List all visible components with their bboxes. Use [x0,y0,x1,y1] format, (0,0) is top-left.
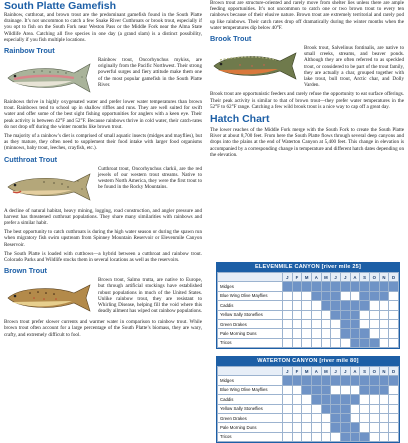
month-label: N [379,367,389,376]
hatch-empty-cell [292,329,302,338]
hatch-active-cell [369,385,379,394]
hatch-empty-cell [292,385,302,394]
hatch-active-cell [331,395,341,404]
hatch-empty-cell [283,432,293,441]
hatch-empty-cell [379,395,389,404]
hatch-empty-cell [360,310,370,319]
hatch-active-cell [302,282,312,291]
hatch-active-cell [369,291,379,300]
hatch-empty-cell [360,319,370,328]
month-label: J [283,273,293,282]
gamefish-intro: Rainbow, cutthroat, and brown trout are the predominant gamefish found in the South Platte drainage. It’s not uncommon to catch a few Snake River Cutthroats or brook trout, especially if you opt to fish on the South Fork near Weston Pass or the Middle Fork near the Alma State Wildlife Area. Catching all five species in one day (a grand slam) is a distinct possibility, especially if you fish multiple locations. [4,12,202,43]
hatch-row [218,404,399,413]
hatch-empty-cell [292,395,302,404]
hatch-empty-cell [292,413,302,422]
hatch-empty-cell [321,432,331,441]
hatch-empty-cell [283,310,293,319]
hatch-active-cell [321,301,331,310]
hatch-empty-cell [379,301,389,310]
hatch-empty-cell [283,395,293,404]
hatch-row [218,432,399,441]
cutthroat-decline: A decline of natural habitat, heavy mining, logging, road construction, and angler pressure and harvest has threatened cutthroat populations. They share many similarities with rainbows and prefer a similar habit. [4,207,202,227]
hatch-active-cell [331,282,341,291]
waterton-table-grid [217,366,399,442]
cutthroat-heading: Cutthroat Trout [4,154,58,164]
hatch-empty-cell [283,319,293,328]
brown-structure: Brown trout are structure-oriented and rarely move from shelter lies unless there are ample feeding opportunities. It’s not uncommon to catch one or two brown trout to every ten rainbows because of their elusive nature. Brown trout are extremely territorial and rarely pod up like rainbows. Their catch rates drop off dramatically during the winter months when the water temperatures dip below 40°F. [210,0,404,31]
hatch-active-cell [283,282,293,291]
hatch-empty-cell [379,413,389,422]
hatch-empty-cell [350,291,360,300]
hatch-active-cell [331,423,341,432]
hatch-active-cell [350,423,360,432]
hatch-active-cell [350,376,360,385]
hatch-empty-cell [311,338,321,347]
hatch-active-cell [350,338,360,347]
hatch-empty-cell [292,291,302,300]
hatch-active-cell [379,385,389,394]
insect-name: Green Drakes [218,319,283,328]
hatch-intro: The lower reaches of the Middle Fork merge with the South Fork to create the South Platte River at about 8,700 feet. From here the South Platte flows through several deep canyons and drops into the plains at the end of Waterton Canyon at 5,400 feet. This change in elevation is accompanied by a corresponding change in temperature and different hatch dates depending on the elevation. [210,127,404,158]
hatch-active-cell [350,301,360,310]
hatch-empty-cell [331,432,341,441]
cutthroat-section [4,166,202,208]
hatch-empty-cell [311,432,321,441]
hatch-empty-cell [283,404,293,413]
hatch-empty-cell [311,301,321,310]
hatch-active-cell [331,310,341,319]
hatch-active-cell [369,338,379,347]
hatch-active-cell [340,376,350,385]
hatch-empty-cell [369,432,379,441]
hatch-row [218,282,399,291]
hatch-empty-cell [369,301,379,310]
hatch-empty-cell [389,329,399,338]
month-label: M [321,273,331,282]
hatch-active-cell [321,404,331,413]
hatch-active-cell [292,282,302,291]
hatch-active-cell [321,376,331,385]
hatch-row [218,423,399,432]
hatch-empty-cell [311,319,321,328]
brook-intro: Brook trout, Salvelinus fontinalis, are native to small creeks, streams, and beaver ponds. Although they are often referred to as speckled trout, or considered to be part of the trout family, they are actually a char, grouped together with lake trout, bull trout, Arctic char, and Dolly Varden. [304,45,404,89]
hatch-empty-cell [283,423,293,432]
month-label: A [311,273,321,282]
rainbow-trout-illustration [4,59,92,97]
month-label: J [331,367,341,376]
month-label: F [292,367,302,376]
hatch-active-cell [311,385,321,394]
rainbow-habitat: Rainbows thrive in highly oxygenated water and prefer lower water temperatures than brown trout. Rainbows tend to school up in shallow riffles and runs. They are well suited for swift water and offer some of the best sight fishing opportunities for anglers with a keen eye. Their peak activity is between 42°F and 52°F. Because rainbows thrive in cold water, their catch-rates do not drop off during the winter months like brown trout. [4,99,202,130]
hatch-row [218,310,399,319]
hatch-empty-cell [302,301,312,310]
month-label: J [283,367,293,376]
hatch-empty-cell [321,329,331,338]
hatch-active-cell [340,301,350,310]
month-label: M [321,367,331,376]
hatch-active-cell [360,385,370,394]
insect-name: Caddis [218,395,283,404]
month-label: J [331,273,341,282]
hatch-empty-cell [302,404,312,413]
hatch-empty-cell [311,310,321,319]
hatch-active-cell [350,310,360,319]
hatch-active-cell [389,376,399,385]
insect-name: Midges [218,282,283,291]
hatch-empty-cell [283,329,293,338]
month-header-row [218,367,399,376]
hatch-empty-cell [350,404,360,413]
hatch-active-cell [369,376,379,385]
hatch-empty-cell [379,432,389,441]
hatch-empty-cell [292,310,302,319]
month-label: A [350,273,360,282]
hatch-active-cell [340,423,350,432]
hatch-row [218,376,399,385]
hatch-row [218,338,399,347]
insect-name: Blue Wing Olive Mayflies [218,291,283,300]
elevenmile-table-title: ELEVENMILE CANYON [river mile 25] [217,263,399,272]
hatch-active-cell [379,376,389,385]
hatch-empty-cell [379,319,389,328]
hatch-empty-cell [283,385,293,394]
hatch-active-cell [360,282,370,291]
hatch-active-cell [331,291,341,300]
hatch-active-cell [340,282,350,291]
hatch-active-cell [360,376,370,385]
hatch-active-cell [389,282,399,291]
hatch-empty-cell [302,310,312,319]
hatch-active-cell [350,395,360,404]
hatch-active-cell [350,282,360,291]
hatch-empty-cell [292,423,302,432]
right-column [210,0,404,161]
month-label: J [340,367,350,376]
hatch-empty-cell [311,413,321,422]
insect-name: Midges [218,376,283,385]
hatch-empty-cell [292,338,302,347]
hatch-active-cell [340,319,350,328]
month-label: M [302,273,312,282]
hatch-empty-cell [369,423,379,432]
hatch-row [218,329,399,338]
hatch-active-cell [340,329,350,338]
header-blank [218,273,283,282]
waterton-table-title: WATERTON CANYON [river mile 80] [217,357,399,366]
hatch-active-cell [360,329,370,338]
header-blank [218,367,283,376]
hatch-active-cell [321,395,331,404]
rainbow-intro: Rainbow trout, Oncorhynchus mykiss, are originally from the Pacific Northwest. Their strong powerful surges and fiery attitude make them one of the most popular gamefish in the South Platte River. [98,57,202,88]
hatch-empty-cell [283,338,293,347]
month-label: O [369,367,379,376]
hatch-empty-cell [389,413,399,422]
hatch-empty-cell [321,338,331,347]
hatch-empty-cell [369,310,379,319]
hatch-empty-cell [369,319,379,328]
hatch-empty-cell [350,385,360,394]
hatch-active-cell [360,338,370,347]
cutthroat-cuttbows: The South Platte is loaded with cuttbows—a hybrid between a cutthroat and rainbow trout. Colorado Parks and Wildlife stocks them in several locations as well as the reservoirs. [4,250,202,264]
hatch-empty-cell [360,395,370,404]
hatch-empty-cell [379,310,389,319]
insect-name: Caddis [218,301,283,310]
hatch-empty-cell [292,432,302,441]
hatch-empty-cell [389,310,399,319]
hatch-empty-cell [302,291,312,300]
brown-heading: Brown Trout [4,266,47,276]
hatch-empty-cell [302,338,312,347]
hatch-active-cell [311,395,321,404]
month-label: S [360,273,370,282]
hatch-active-cell [311,376,321,385]
hatch-row [218,385,399,394]
hatch-empty-cell [302,329,312,338]
hatch-empty-cell [302,395,312,404]
hatch-empty-cell [360,423,370,432]
insect-name: Green Drakes [218,413,283,422]
brook-trout-illustration [210,47,298,85]
gamefish-heading: South Platte Gamefish [4,0,117,12]
brown-currents: Brown trout prefer slower currents and warmer water in comparison to rainbow trout. While brown trout often account for a large percentage of the South Platte’s biomass, they are wary, crafty, and extremely difficult to fool. [4,319,202,338]
hatch-empty-cell [389,404,399,413]
hatch-active-cell [340,395,350,404]
hatch-empty-cell [302,413,312,422]
hatch-active-cell [331,376,341,385]
insect-name: Tricos [218,432,283,441]
hatch-active-cell [350,432,360,441]
hatch-active-cell [302,376,312,385]
hatch-empty-cell [283,291,293,300]
hatch-active-cell [340,404,350,413]
hatch-empty-cell [321,319,331,328]
hatch-empty-cell [350,413,360,422]
hatch-active-cell [360,291,370,300]
hatch-empty-cell [369,413,379,422]
hatch-empty-cell [369,404,379,413]
hatch-empty-cell [379,329,389,338]
hatch-active-cell [340,432,350,441]
hatch-empty-cell [379,423,389,432]
hatch-active-cell [360,432,370,441]
brown-intro: Brown trout, Salmo trutta, are native to Europe, but through artificial stockings have established robust populations in much of the United States. Unlike rainbow trout, they are resistant to Whirling Disease, helping fill the void where this deadly ailment has wiped out rainbow populations. [98,277,202,315]
hatch-empty-cell [379,404,389,413]
hatch-active-cell [360,301,370,310]
hatch-active-cell [283,376,293,385]
hatch-empty-cell [389,423,399,432]
hatch-empty-cell [331,329,341,338]
elevenmile-hatch-table [216,262,400,349]
hatch-empty-cell [311,404,321,413]
cutthroat-intro: Cutthroat trout, Oncorhynchus clarkii, are the red jewels of our western trout streams. Native to western North America, they were the first trout to be found in the Rocky Mountains. [98,165,202,191]
month-label: J [340,273,350,282]
hatch-empty-cell [389,319,399,328]
hatch-empty-cell [292,319,302,328]
insect-name: Yellow Sally Stoneflies [218,404,283,413]
hatch-active-cell [379,282,389,291]
month-label: S [360,367,370,376]
hatch-active-cell [302,385,312,394]
hatch-row [218,395,399,404]
waterton-hatch-table [216,356,400,443]
month-label: D [389,367,399,376]
month-label: A [311,367,321,376]
elevenmile-table-grid [217,272,399,348]
hatch-row [218,291,399,300]
hatch-active-cell [331,413,341,422]
hatch-empty-cell [389,291,399,300]
hatch-active-cell [331,404,341,413]
rainbow-section [4,57,202,99]
hatch-empty-cell [369,329,379,338]
hatch-empty-cell [302,423,312,432]
brown-section [4,277,202,319]
hatch-active-cell [311,282,321,291]
hatch-empty-cell [379,338,389,347]
hatch-empty-cell [360,413,370,422]
hatch-row [218,301,399,310]
hatch-empty-cell [321,423,331,432]
hatch-active-cell [321,385,331,394]
hatch-active-cell [350,329,360,338]
rainbow-heading: Rainbow Trout [4,46,55,56]
hatch-empty-cell [283,413,293,422]
hatch-active-cell [311,291,321,300]
month-label: D [389,273,399,282]
hatch-empty-cell [311,423,321,432]
cutthroat-opportunity: The best opportunity to catch cutthroats is during the high water season or during the spawn run when migratory fish swim upstream from Spinney Mountain Reservoir or Elevenmile Canyon Reservoir. [4,229,202,248]
hatch-empty-cell [389,301,399,310]
hatch-empty-cell [292,404,302,413]
hatch-active-cell [379,291,389,300]
hatch-empty-cell [360,404,370,413]
hatch-empty-cell [340,385,350,394]
hatch-row [218,319,399,328]
hatch-empty-cell [283,301,293,310]
hatch-active-cell [321,291,331,300]
hatch-empty-cell [321,310,331,319]
hatch-empty-cell [331,385,341,394]
brook-section [210,45,404,91]
hatch-heading: Hatch Chart [210,113,270,126]
brook-feeding: Brook trout are opportunistic feeders and rarely refuse the opportunity to eat surface offerings. Their peak activity is similar to that of brown trout—they prefer water temperatures in the 52°F to 62°F range. Catching a few wild brook trout is a nice way to cap off a great day. [210,91,404,110]
hatch-empty-cell [369,395,379,404]
month-label: O [369,273,379,282]
hatch-active-cell [340,310,350,319]
month-label: M [302,367,312,376]
hatch-empty-cell [302,319,312,328]
hatch-empty-cell [292,301,302,310]
hatch-empty-cell [331,338,341,347]
hatch-row [218,413,399,422]
month-label: F [292,273,302,282]
hatch-empty-cell [389,432,399,441]
insect-name: Pale Morning Duns [218,329,283,338]
hatch-active-cell [331,301,341,310]
hatch-active-cell [350,319,360,328]
hatch-empty-cell [389,338,399,347]
hatch-empty-cell [340,338,350,347]
insect-name: Tricos [218,338,283,347]
month-header-row [218,273,399,282]
insect-name: Pale Morning Duns [218,423,283,432]
left-column [4,0,202,341]
month-label: N [379,273,389,282]
hatch-empty-cell [389,395,399,404]
insect-name: Yellow Sally Stoneflies [218,310,283,319]
brook-heading: Brook Trout [210,34,252,44]
month-label: A [350,367,360,376]
hatch-empty-cell [389,385,399,394]
hatch-empty-cell [331,319,341,328]
hatch-active-cell [340,413,350,422]
hatch-empty-cell [321,413,331,422]
hatch-active-cell [292,376,302,385]
hatch-empty-cell [302,432,312,441]
cutthroat-trout-illustration [4,168,92,206]
hatch-empty-cell [311,329,321,338]
rainbow-diet: The majority of a rainbow’s diet is comprised of small aquatic insects (midges and mayflies), but as they mature, they often need to supplement their food intake with larger food organisms (minnows, baby trout, leeches, crayfish, etc.). [4,133,202,152]
insect-name: Blue Wing Olive Mayflies [218,385,283,394]
hatch-empty-cell [340,291,350,300]
hatch-active-cell [321,282,331,291]
hatch-active-cell [369,282,379,291]
brown-trout-illustration [4,279,92,317]
